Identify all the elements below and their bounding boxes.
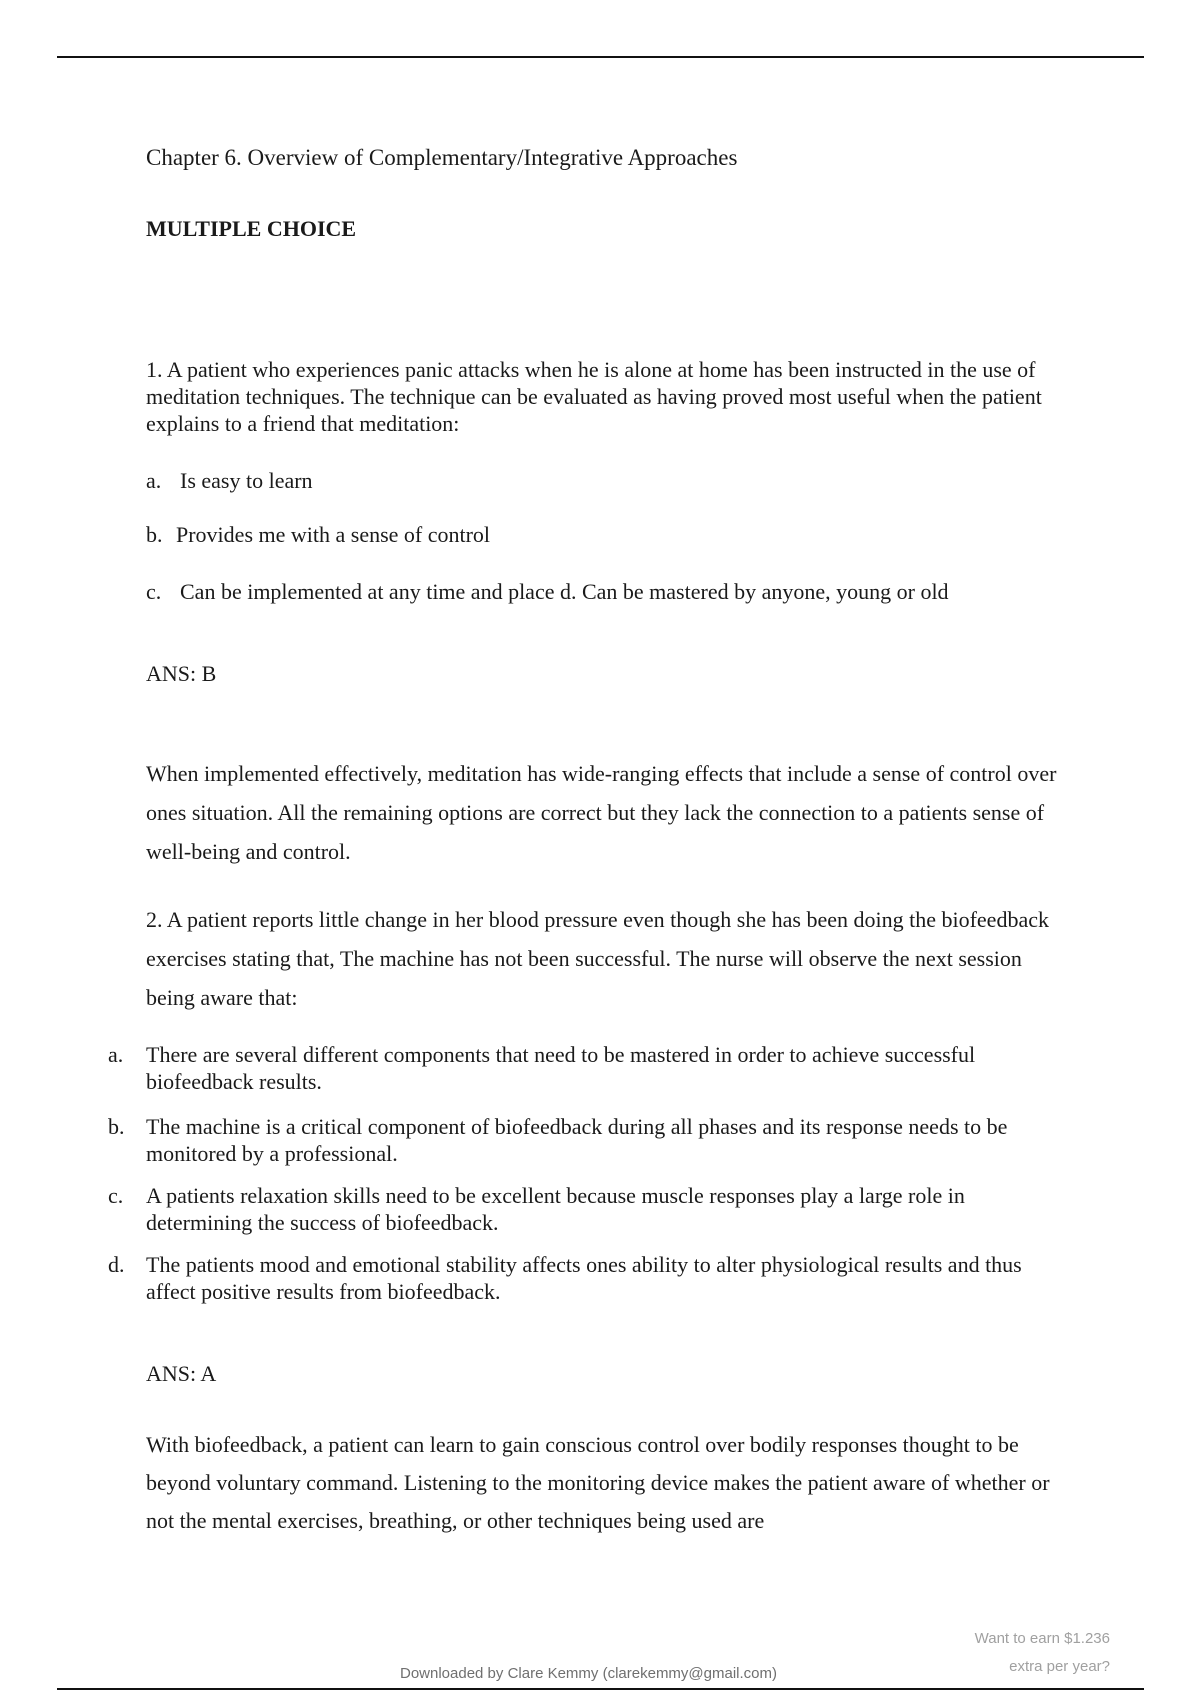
chapter-title: Chapter 6. Overview of Complementary/Integrative Approaches (146, 145, 738, 170)
option-letter: b. (146, 522, 163, 547)
option-letter: c. (108, 1183, 124, 1208)
promo-line-1[interactable]: Want to earn $1.236 (974, 1630, 1110, 1647)
option-text: The machine is a critical component of biofeedback during all phases and its response needs to be monitored by a professional. (146, 1114, 1008, 1166)
bottom-rule (57, 1688, 1144, 1690)
top-rule (57, 56, 1144, 58)
question-1-rationale: When implemented effectively, meditation has wide-ranging effects that include a sense of control over ones situation. All the remaining options are correct but they lack the connection to a patients sense of well-being and control. (146, 761, 1057, 864)
question-1-option-b (146, 521, 490, 548)
option-letter: b. (108, 1114, 125, 1139)
question-2-stem: 2. A patient reports little change in her blood pressure even though she has been doing the biofeedback exercises stating that, The machine has not been successful. The nurse will observe the next session being aware that: (146, 907, 1049, 1010)
question-1-stem: 1. A patient who experiences panic attacks when he is alone at home has been instructed in the use of meditation techniques. The technique can be evaluated as having proved most useful when the patient explains to a friend that meditation: (146, 357, 1042, 436)
section-heading: MULTIPLE CHOICE (146, 216, 357, 241)
question-1-answer: ANS: B (146, 661, 217, 686)
option-letter: d. (108, 1252, 125, 1277)
downloaded-by-watermark: Downloaded by Clare Kemmy (clarekemmy@gmail.com) (400, 1665, 777, 1682)
option-text: Is easy to learn (180, 468, 313, 493)
promo-line-2[interactable]: extra per year? (1009, 1658, 1110, 1675)
option-text: Can be implemented at any time and place d. Can be mastered by anyone, young or old (180, 579, 949, 604)
question-1-option-a (146, 467, 313, 494)
option-text: The patients mood and emotional stability affects ones ability to alter physiological results and thus affect positive results from biofeedback. (146, 1252, 1022, 1304)
option-text: A patients relaxation skills need to be excellent because muscle responses play a large role in determining the success of biofeedback. (146, 1183, 965, 1235)
option-letter: a. (146, 468, 162, 493)
option-text: Provides me with a sense of control (176, 522, 491, 547)
option-text: There are several different components that need to be mastered in order to achieve successful biofeedback results. (146, 1042, 976, 1094)
question-2-answer: ANS: A (146, 1361, 217, 1386)
question-1-option-c (146, 578, 949, 605)
option-letter: a. (108, 1042, 124, 1067)
option-letter: c. (146, 579, 162, 604)
question-2-rationale: With biofeedback, a patient can learn to gain conscious control over bodily responses thought to be beyond voluntary command. Listening to the monitoring device makes the patient aware of whether or not the mental exercises, breathing, or other techniques being used are (146, 1432, 1050, 1533)
